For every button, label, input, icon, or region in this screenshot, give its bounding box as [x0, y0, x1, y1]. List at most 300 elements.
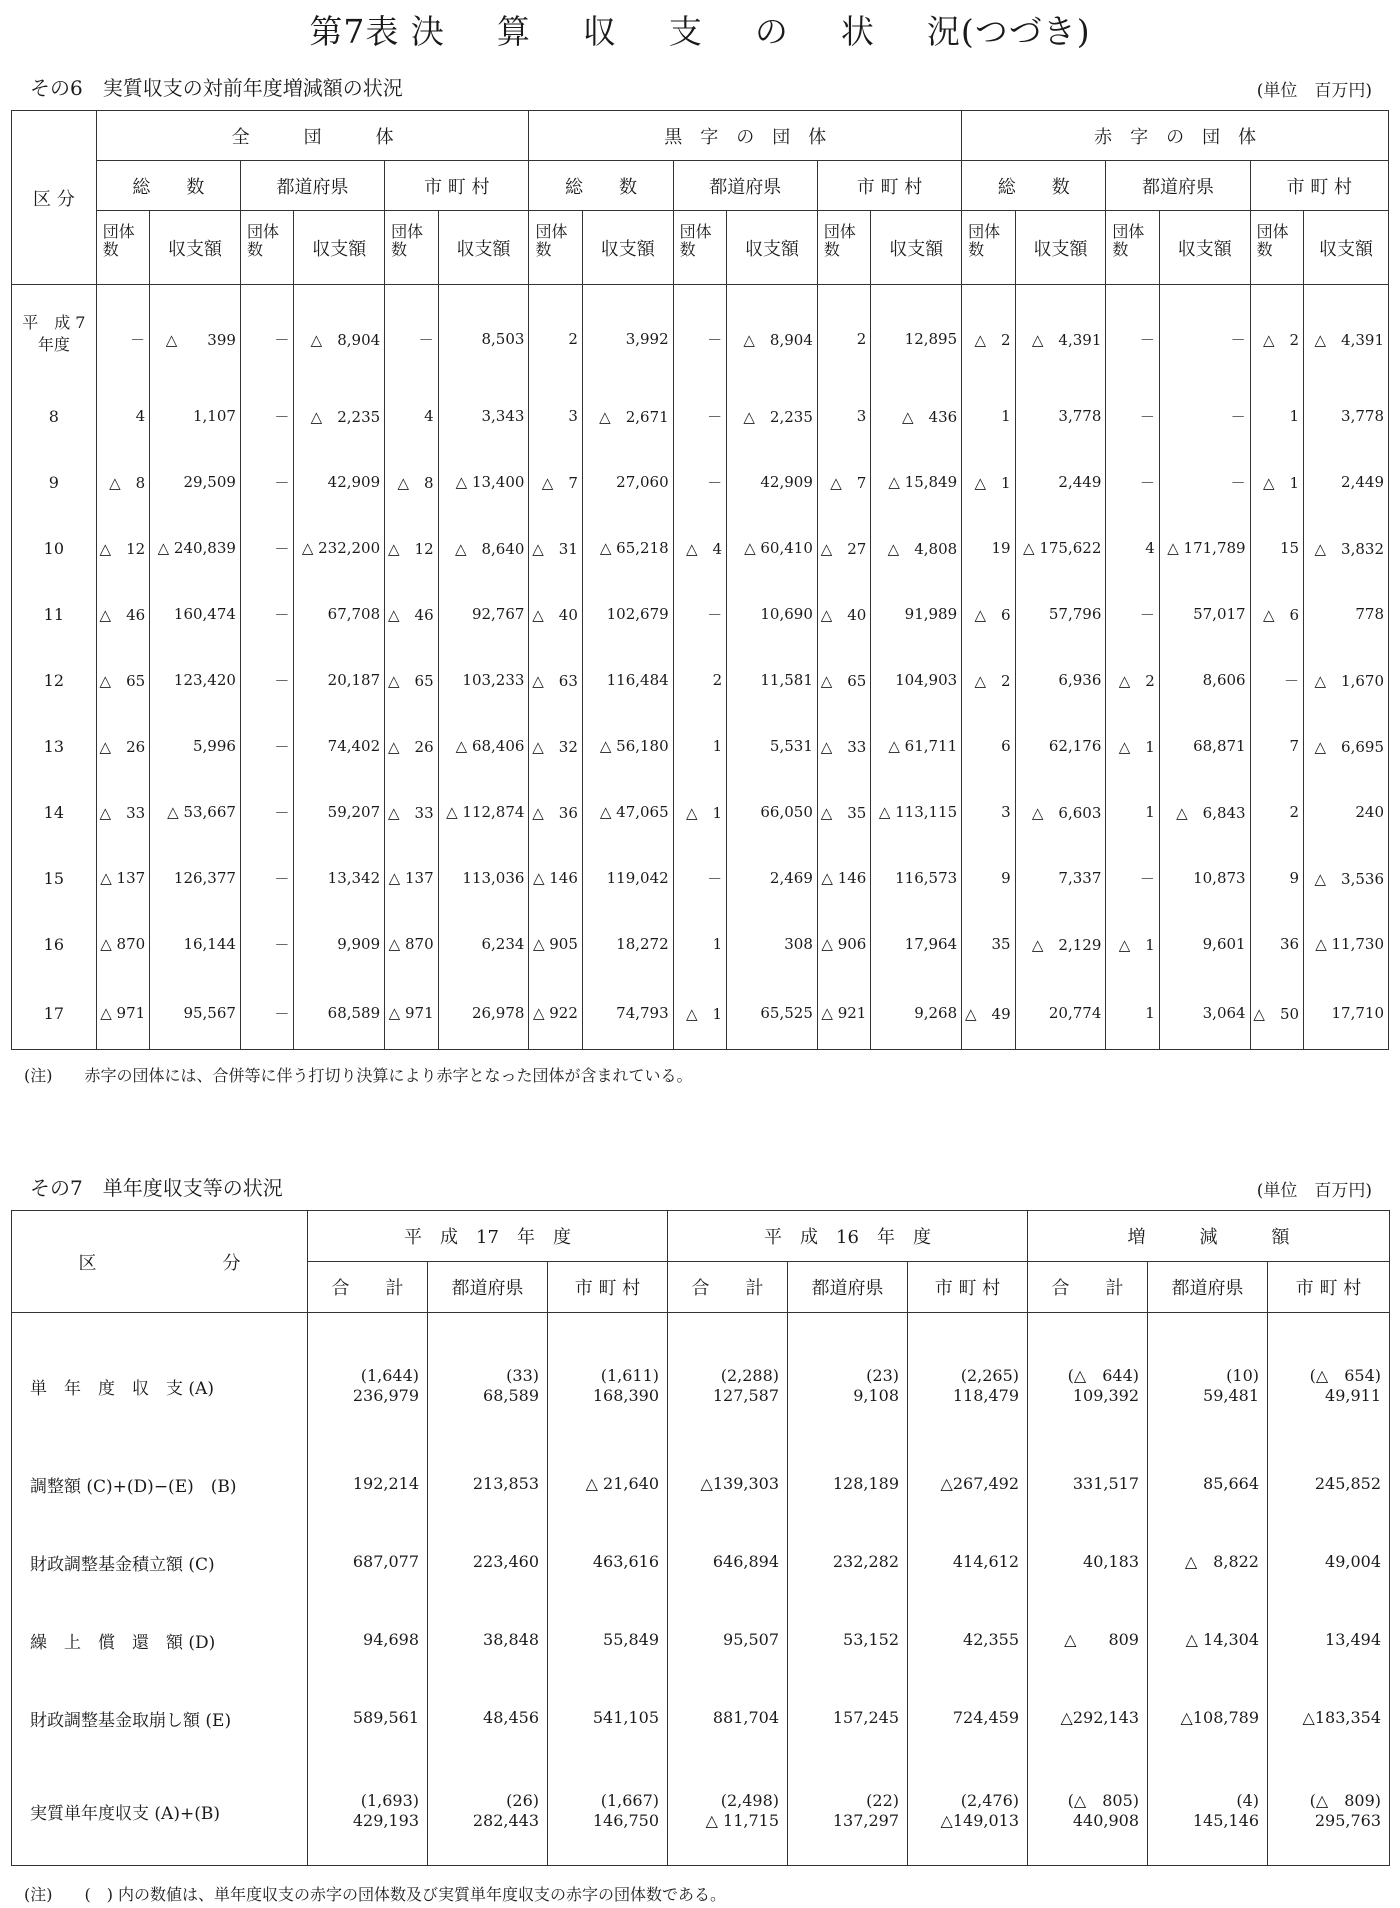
table-row [12, 779, 1389, 845]
count-cell: △ 906 [817, 911, 870, 977]
count-cell: △ 1 [962, 449, 1015, 515]
value-cell [308, 1601, 428, 1679]
amount-cell: 126,377 [150, 845, 241, 911]
amount-value: 414,612 [952, 1552, 1019, 1571]
amount-value: 94,698 [363, 1630, 419, 1649]
value-cell [908, 1757, 1028, 1866]
sub-header: 市 町 村 [548, 1262, 668, 1313]
amount-cell: △ 68,406 [438, 713, 529, 779]
amount-cell: 74,402 [294, 713, 385, 779]
amount-cell: △ 3,832 [1304, 515, 1389, 581]
table-row [12, 1757, 1390, 1866]
value-cell [668, 1445, 788, 1523]
amount-cell: △ 13,400 [438, 449, 529, 515]
amount-cell: △ 60,410 [727, 515, 818, 581]
amount-cell: 68,871 [1159, 713, 1250, 779]
sub-header: 都道府県 [428, 1262, 548, 1313]
amount-value: 48,456 [483, 1708, 539, 1727]
amount-cell: 102,679 [582, 581, 673, 647]
amount-value: △292,143 [1060, 1708, 1139, 1727]
count-cell: △ 63 [529, 647, 582, 713]
count-cell: △ 1 [1106, 911, 1159, 977]
subgroup-header: 市 町 村 [817, 161, 961, 211]
amount-value: △ 809 [1064, 1630, 1139, 1649]
amount-value: 145,146 [1192, 1811, 1259, 1830]
count-cell: △ 32 [529, 713, 582, 779]
value-cell [308, 1313, 428, 1446]
group-header-change: 増 減 額 [1028, 1211, 1390, 1262]
year-cell: 15 [12, 845, 97, 911]
count-cell: △ 33 [817, 713, 870, 779]
year-cell: 14 [12, 779, 97, 845]
section-6-unit: (単位 百万円) [1256, 81, 1372, 101]
sub-header: 市 町 村 [1268, 1262, 1390, 1313]
amount-cell: △ 65,218 [582, 515, 673, 581]
amount-cell: 2,469 [727, 845, 818, 911]
value-cell [668, 1679, 788, 1757]
amount-value: △139,303 [700, 1474, 779, 1493]
count-cell: △ 870 [96, 911, 149, 977]
value-cell [1268, 1679, 1390, 1757]
count-cell: － [240, 647, 293, 713]
count-cell: △ 31 [529, 515, 582, 581]
count-cell: 36 [1250, 911, 1303, 977]
value-cell [788, 1313, 908, 1446]
deficit-count: (22) [866, 1791, 899, 1810]
count-cell: △ 46 [385, 581, 438, 647]
count-cell: － [673, 581, 726, 647]
count-header: 団体数 [385, 211, 438, 285]
section-7-note: (注) ( ) 内の数値は、単年度収支の赤字の団体数及び実質単年度収支の赤字の団体数である。 [24, 1885, 727, 1904]
amount-cell: 5,531 [727, 713, 818, 779]
amount-cell: △ 61,711 [871, 713, 962, 779]
amount-cell: 9,268 [871, 977, 962, 1050]
amount-cell: 67,708 [294, 581, 385, 647]
table-row [12, 1445, 1390, 1523]
section-7-heading: その7 単年度収支等の状況 [30, 1176, 283, 1200]
amount-value: △ 8,822 [1184, 1552, 1259, 1571]
amount-cell: 26,978 [438, 977, 529, 1050]
amount-cell: 68,589 [294, 977, 385, 1050]
count-cell: － [673, 285, 726, 384]
year-cell: 11 [12, 581, 97, 647]
amount-cell: 3,343 [438, 383, 529, 449]
count-cell: － [240, 845, 293, 911]
amount-cell: 160,474 [150, 581, 241, 647]
amount-header: 収支額 [150, 211, 241, 285]
amount-value: △ 11,715 [705, 1811, 779, 1830]
value-cell [428, 1757, 548, 1866]
subgroup-header: 総 数 [529, 161, 673, 211]
count-cell: △ 137 [96, 845, 149, 911]
amount-cell: △ 11,730 [1304, 911, 1389, 977]
amount-value: △108,789 [1180, 1708, 1259, 1727]
deficit-count: (4) [1236, 1791, 1259, 1810]
year-cell: 16 [12, 911, 97, 977]
section-6-note: (注) 赤字の団体には、合併等に伴う打切り決算により赤字となった団体が含まれている。 [24, 1066, 693, 1085]
amount-cell: 91,989 [871, 581, 962, 647]
count-cell: － [240, 383, 293, 449]
count-cell: △ 2 [962, 647, 1015, 713]
amount-cell: △ 232,200 [294, 515, 385, 581]
subgroup-header: 都道府県 [673, 161, 817, 211]
count-cell: △ 4 [673, 515, 726, 581]
count-cell: － [1250, 647, 1303, 713]
sub-header: 都道府県 [1148, 1262, 1268, 1313]
count-cell: △ 1 [1106, 713, 1159, 779]
count-header: 団体数 [1106, 211, 1159, 285]
count-cell: △ 1 [673, 977, 726, 1050]
value-cell [1148, 1757, 1268, 1866]
count-cell: 1 [673, 713, 726, 779]
table-row [12, 845, 1389, 911]
amount-cell: 6,234 [438, 911, 529, 977]
sub-header: 市 町 村 [908, 1262, 1028, 1313]
year-cell: 8 [12, 383, 97, 449]
deficit-count: (2,498) [720, 1791, 779, 1810]
year-cell: 17 [12, 977, 97, 1050]
count-cell: 3 [962, 779, 1015, 845]
amount-value: 13,494 [1325, 1630, 1382, 1649]
deficit-count: (△ 805) [1067, 1791, 1139, 1810]
single-year-balance-table [11, 1210, 1390, 1866]
amount-cell: 113,036 [438, 845, 529, 911]
surplus-change-table [11, 110, 1389, 1050]
value-cell [1148, 1523, 1268, 1601]
count-cell: △ 922 [529, 977, 582, 1050]
value-cell [548, 1445, 668, 1523]
amount-cell: △ 8,640 [438, 515, 529, 581]
amount-cell: － [1159, 285, 1250, 384]
amount-cell: 42,909 [727, 449, 818, 515]
amount-header: 収支額 [727, 211, 818, 285]
value-cell [1028, 1313, 1148, 1446]
amount-value: 687,077 [352, 1552, 419, 1571]
count-cell: △ 905 [529, 911, 582, 977]
year-cell: 12 [12, 647, 97, 713]
amount-cell: 9,601 [1159, 911, 1250, 977]
amount-cell: 5,996 [150, 713, 241, 779]
count-cell: 35 [962, 911, 1015, 977]
amount-cell: 29,509 [150, 449, 241, 515]
count-header: 団体数 [962, 211, 1015, 285]
amount-cell: 27,060 [582, 449, 673, 515]
value-cell [1148, 1601, 1268, 1679]
amount-value: 282,443 [472, 1811, 539, 1830]
value-cell [668, 1601, 788, 1679]
count-cell: 9 [1250, 845, 1303, 911]
count-cell: △ 870 [385, 911, 438, 977]
amount-value: 157,245 [832, 1708, 899, 1727]
subgroup-header: 総 数 [96, 161, 240, 211]
count-cell: 1 [1250, 383, 1303, 449]
amount-cell: 2,449 [1304, 449, 1389, 515]
amount-cell: △ 2,235 [727, 383, 818, 449]
count-cell: 1 [1106, 977, 1159, 1050]
table-row [12, 1523, 1390, 1601]
amount-cell: △ 53,667 [150, 779, 241, 845]
amount-cell: △ 6,695 [1304, 713, 1389, 779]
value-cell [788, 1445, 908, 1523]
amount-value: 53,152 [843, 1630, 899, 1649]
amount-header: 収支額 [294, 211, 385, 285]
count-header: 団体数 [96, 211, 149, 285]
amount-cell: 1,107 [150, 383, 241, 449]
amount-cell: 10,873 [1159, 845, 1250, 911]
value-cell [788, 1523, 908, 1601]
value-cell [1028, 1445, 1148, 1523]
count-cell: － [240, 713, 293, 779]
count-cell: △ 146 [529, 845, 582, 911]
amount-value: 881,704 [712, 1708, 779, 1727]
count-cell: 2 [673, 647, 726, 713]
amount-value: △ 14,304 [1185, 1630, 1259, 1649]
count-cell: △ 40 [529, 581, 582, 647]
amount-value: 245,852 [1314, 1474, 1382, 1493]
count-header: 団体数 [673, 211, 726, 285]
count-cell: △ 921 [817, 977, 870, 1050]
kubun-header: 区 分 [12, 1211, 308, 1313]
amount-cell: △ 56,180 [582, 713, 673, 779]
count-cell: 2 [817, 285, 870, 384]
amount-cell: △ 1,670 [1304, 647, 1389, 713]
amount-cell: 3,778 [1015, 383, 1106, 449]
value-cell [1028, 1679, 1148, 1757]
count-cell: 9 [962, 845, 1015, 911]
count-cell: △ 6 [1250, 581, 1303, 647]
count-cell: △ 26 [96, 713, 149, 779]
value-cell [548, 1679, 668, 1757]
count-cell: － [673, 449, 726, 515]
amount-value: 128,189 [832, 1474, 899, 1493]
count-cell: △ 7 [817, 449, 870, 515]
value-cell [428, 1313, 548, 1446]
count-cell: △ 26 [385, 713, 438, 779]
amount-cell: 3,778 [1304, 383, 1389, 449]
count-cell: △ 46 [96, 581, 149, 647]
count-cell: 1 [962, 383, 1015, 449]
count-cell: △ 12 [96, 515, 149, 581]
amount-cell: 62,176 [1015, 713, 1106, 779]
group-header-surplus: 黒 字 の 団 体 [529, 111, 962, 161]
subgroup-header: 市 町 村 [385, 161, 529, 211]
amount-value: 109,392 [1072, 1386, 1139, 1405]
sub-header: 都道府県 [788, 1262, 908, 1313]
year-cell: 9 [12, 449, 97, 515]
count-cell: △ 36 [529, 779, 582, 845]
count-cell: △ 971 [96, 977, 149, 1050]
amount-value: 463,616 [592, 1552, 659, 1571]
amount-value: 724,459 [952, 1708, 1019, 1727]
amount-cell: 3,064 [1159, 977, 1250, 1050]
amount-cell: 2,449 [1015, 449, 1106, 515]
count-cell: △ 2 [1250, 285, 1303, 384]
amount-cell: 308 [727, 911, 818, 977]
deficit-count: (1,667) [600, 1791, 659, 1810]
amount-header: 収支額 [871, 211, 962, 285]
amount-cell: 20,187 [294, 647, 385, 713]
value-cell [908, 1523, 1028, 1601]
amount-cell: 240 [1304, 779, 1389, 845]
kubun-header: 区 分 [12, 111, 97, 285]
count-cell: △ 2 [962, 285, 1015, 384]
deficit-count: (1,644) [360, 1366, 419, 1385]
count-header: 団体数 [1250, 211, 1303, 285]
count-cell: － [1106, 581, 1159, 647]
amount-cell: 16,144 [150, 911, 241, 977]
count-cell: － [240, 977, 293, 1050]
count-header: 団体数 [817, 211, 870, 285]
deficit-count: (△ 809) [1309, 1791, 1382, 1810]
value-cell [788, 1679, 908, 1757]
amount-value: 59,481 [1203, 1386, 1259, 1405]
page-title: 第7表 決 算 収 支 の 状 況(つづき) [309, 12, 1091, 51]
amount-value: 137,297 [832, 1811, 899, 1830]
value-cell [1268, 1523, 1390, 1601]
count-cell: △ 65 [817, 647, 870, 713]
amount-cell: △ 15,849 [871, 449, 962, 515]
sub-header: 合 計 [668, 1262, 788, 1313]
count-cell: △ 65 [96, 647, 149, 713]
table-row [12, 383, 1389, 449]
value-cell [908, 1445, 1028, 1523]
count-cell: － [240, 515, 293, 581]
count-cell: 2 [1250, 779, 1303, 845]
table-row [12, 911, 1389, 977]
amount-header: 収支額 [438, 211, 529, 285]
row-label: 繰 上 償 還 額 (D) [12, 1601, 308, 1679]
amount-cell: 65,525 [727, 977, 818, 1050]
deficit-count: (2,265) [960, 1366, 1019, 1385]
year-cell: 10 [12, 515, 97, 581]
count-cell: △ 1 [1250, 449, 1303, 515]
value-cell [1148, 1445, 1268, 1523]
amount-cell: △ 4,808 [871, 515, 962, 581]
amount-cell: △ 171,789 [1159, 515, 1250, 581]
amount-cell: △ 47,065 [582, 779, 673, 845]
amount-cell: 104,903 [871, 647, 962, 713]
count-cell: △ 35 [817, 779, 870, 845]
value-cell [788, 1757, 908, 1866]
value-cell [428, 1679, 548, 1757]
amount-cell: 12,895 [871, 285, 962, 384]
count-cell: － [1106, 383, 1159, 449]
group-header-all: 全 団 体 [96, 111, 529, 161]
table-row [12, 581, 1389, 647]
amount-header: 収支額 [1015, 211, 1106, 285]
amount-cell: － [1159, 449, 1250, 515]
count-cell: 3 [817, 383, 870, 449]
row-label: 調整額 (C)+(D)−(E) (B) [12, 1445, 308, 1523]
amount-cell: △ 240,839 [150, 515, 241, 581]
count-cell: － [240, 285, 293, 384]
count-cell: 1 [1106, 779, 1159, 845]
amount-cell: 123,420 [150, 647, 241, 713]
amount-value: 118,479 [952, 1386, 1019, 1405]
amount-cell: 6,936 [1015, 647, 1106, 713]
amount-cell: △ 4,391 [1015, 285, 1106, 384]
amount-cell: △ 113,115 [871, 779, 962, 845]
amount-value: 232,282 [832, 1552, 899, 1571]
deficit-count: (23) [866, 1366, 899, 1385]
amount-value: 127,587 [712, 1386, 779, 1405]
value-cell [548, 1313, 668, 1446]
value-cell [668, 1523, 788, 1601]
amount-cell: 95,567 [150, 977, 241, 1050]
amount-cell: △ 4,391 [1304, 285, 1389, 384]
deficit-count: (△ 644) [1067, 1366, 1139, 1385]
amount-cell: △ 8,904 [294, 285, 385, 384]
amount-cell: 74,793 [582, 977, 673, 1050]
table-row [12, 515, 1389, 581]
value-cell [668, 1757, 788, 1866]
value-cell [1268, 1445, 1390, 1523]
count-cell: △ 7 [529, 449, 582, 515]
deficit-count: (26) [506, 1791, 539, 1810]
amount-value: 331,517 [1072, 1474, 1139, 1493]
value-cell [548, 1757, 668, 1866]
value-cell [1028, 1757, 1148, 1866]
count-cell: 4 [1106, 515, 1159, 581]
amount-value: 223,460 [472, 1552, 539, 1571]
count-cell: － [96, 285, 149, 384]
amount-value: 95,507 [723, 1630, 779, 1649]
amount-cell: △ 2,235 [294, 383, 385, 449]
sub-header: 合 計 [308, 1262, 428, 1313]
amount-value: 68,589 [483, 1386, 539, 1405]
amount-cell: 17,964 [871, 911, 962, 977]
amount-cell: △ 399 [150, 285, 241, 384]
count-cell: － [1106, 449, 1159, 515]
count-cell: △ 33 [96, 779, 149, 845]
group-header-deficit: 赤 字 の 団 体 [962, 111, 1389, 161]
value-cell [1268, 1313, 1390, 1446]
amount-value: 236,979 [352, 1386, 419, 1405]
amount-cell: △ 8,904 [727, 285, 818, 384]
count-cell: － [240, 449, 293, 515]
subgroup-header: 総 数 [962, 161, 1106, 211]
row-label: 財政調整基金積立額 (C) [12, 1523, 308, 1601]
amount-value: 589,561 [352, 1708, 419, 1727]
amount-header: 収支額 [1304, 211, 1389, 285]
amount-value: 429,193 [352, 1811, 419, 1830]
deficit-count: (2,288) [720, 1366, 779, 1385]
deficit-count: (33) [506, 1366, 539, 1385]
count-cell: △ 146 [817, 845, 870, 911]
deficit-count: (2,476) [960, 1791, 1019, 1810]
amount-cell: △ 175,622 [1015, 515, 1106, 581]
count-cell: － [1106, 285, 1159, 384]
count-cell: － [673, 383, 726, 449]
count-cell: 19 [962, 515, 1015, 581]
amount-value: △149,013 [940, 1811, 1019, 1830]
table-row [12, 1313, 1390, 1446]
amount-cell: 3,992 [582, 285, 673, 384]
amount-cell: 57,796 [1015, 581, 1106, 647]
count-cell: △ 50 [1250, 977, 1303, 1050]
amount-value: △ 21,640 [585, 1474, 659, 1493]
value-cell [428, 1601, 548, 1679]
amount-value: 295,763 [1314, 1811, 1382, 1830]
row-label: 実質単年度収支 (A)+(B) [12, 1757, 308, 1866]
amount-cell: 59,207 [294, 779, 385, 845]
row-label: 単 年 度 収 支 (A) [12, 1313, 308, 1446]
group-header-h16: 平 成 16 年 度 [668, 1211, 1028, 1262]
amount-cell: 8,606 [1159, 647, 1250, 713]
amount-cell: 8,503 [438, 285, 529, 384]
amount-cell: 103,233 [438, 647, 529, 713]
count-cell: － [240, 779, 293, 845]
